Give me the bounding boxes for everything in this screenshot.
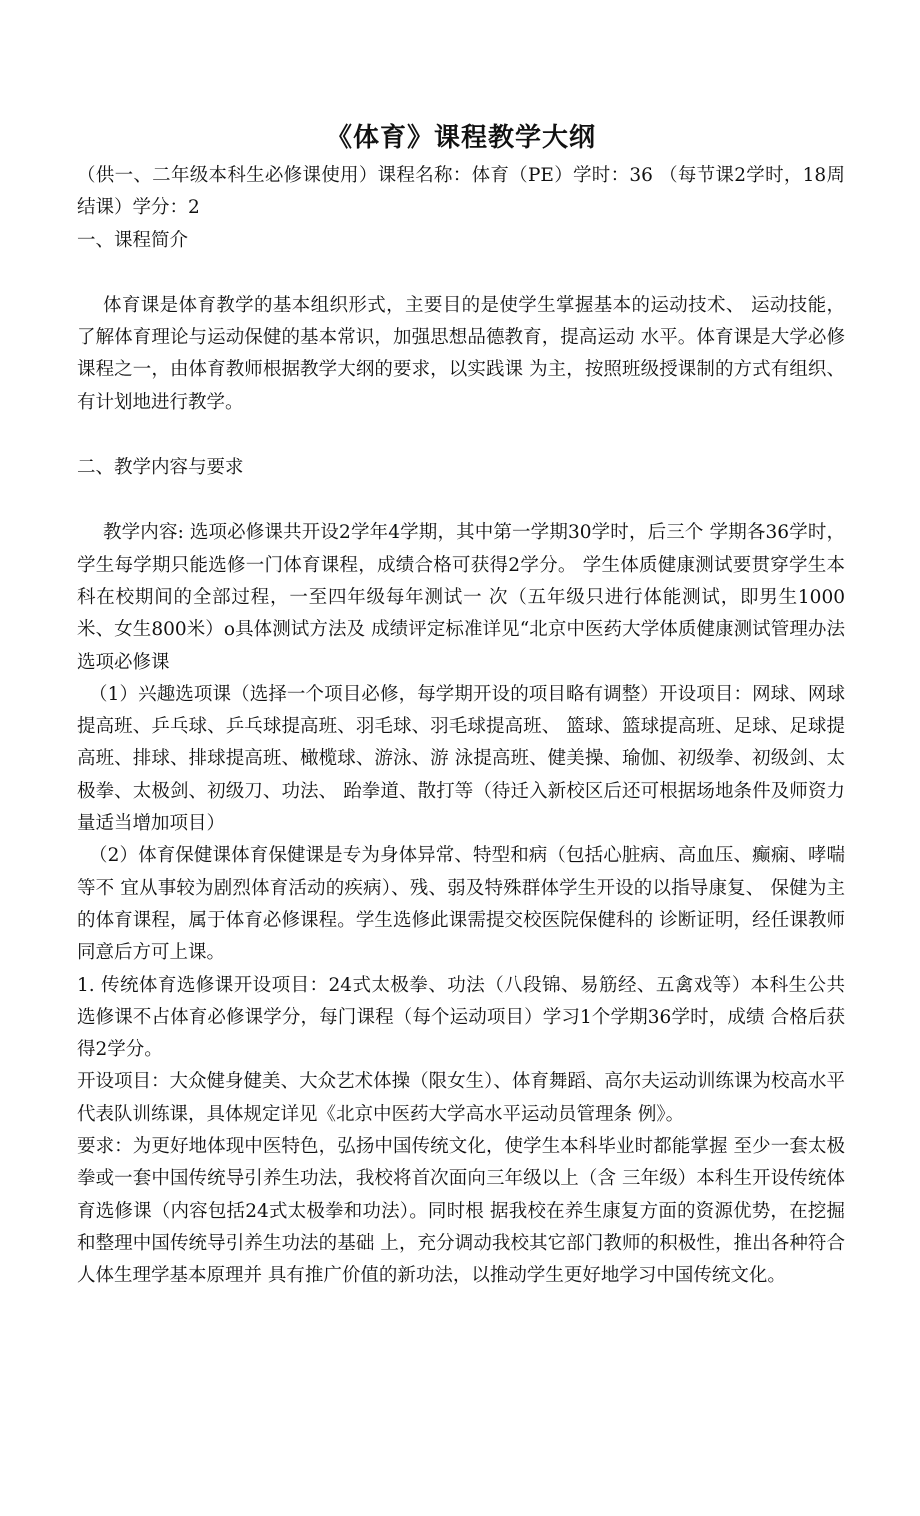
health-course-paragraph: （2）体育保健课体育保健课是专为身体异常、特型和病（包括心脏病、高血压、癫痫、哮喘等不 宜从事较为剧烈体育活动的疾病）、残、弱及特殊群体学生开设的以指导康复、 保健为主的体育课程，属于体育必修课程。学生选修此课需提交校医院保健科的 诊断证明，经任课教师同意后方可上课。: [77, 845, 845, 964]
intro-paragraph: 体育课是体育教学的基本组织形式，主要目的是使学生掌握基本的运动技术、 运动技能，了解体育理论与运动保健的基本常识，加强思想品德教育，提高运动 水平。体育课是大学必修课程之一，由体育教师根据教学大纲的要求，以实践课 为主，按照班级授课制的方式有组织、有计划地进行教学。: [77, 294, 845, 413]
offered-items-paragraph: 开设项目：大众健身健美、大众艺术体操（限女生）、体育舞蹈、高尔夫运动训练课为校高水平代表队训练课，具体规定详见《北京中医药大学高水平运动员管理条 例》。: [77, 1071, 845, 1125]
course-meta: （供一、二年级本科生必修课使用）课程名称：体育（PE）学时：36 （每节课2学时，18周结课）学分：2: [77, 165, 845, 219]
traditional-course-paragraph: 1. 传统体育选修课开设项目：24式太极拳、功法（八段锦、易筋经、五禽戏等）本科生公共选修课不占体育必修课学分，每门课程（每个运动项目）学习1个学期36学时，成绩 合格后获得2学分。: [77, 974, 845, 1061]
spacer: [77, 484, 845, 517]
content-paragraph: 教学内容: 选项必修课共开设2学年4学期，其中第一学期30学时，后三个 学期各36学时，学生每学期只能选修一门体育课程，成绩合格可获得2学分。 学生体质健康测试要贯穿学生本科在校期间的全部过程，一至四年级每年测试一 次（五年级只进行体能测试，即男生1000米、女生800米）o具体测试方法及 成绩评定标准详见“北京中医药大学体质健康测试管理办法选项必修课: [77, 522, 845, 673]
spacer: [77, 419, 845, 452]
section-heading-intro: 一、课程简介: [77, 229, 189, 251]
requirements-paragraph: 要求：为更好地体现中医特色，弘扬中国传统文化，使学生本科毕业时都能掌握 至少一套太极拳或一套中国传统导引养生功法，我校将首次面向三年级以上（含 三年级）本科生开设传统体育选修课（内容包括24式太极拳和功法）。同时根 据我校在养生康复方面的资源优势，在挖掘和整理中国传统导引养生功法的基础 上，充分调动我校其它部门教师的积极性，推出各种符合人体生理学基本原理并 具有推广价值的新功法，以推动学生更好地学习中国传统文化。: [77, 1136, 845, 1287]
spacer: [77, 257, 845, 290]
section-heading-content: 二、教学内容与要求: [77, 457, 244, 479]
document-page: [77, 118, 845, 1293]
document-title: 《体育》课程教学大纲: [325, 123, 596, 153]
interest-course-paragraph: （1）兴趣选项课（选择一个项目必修，每学期开设的项目略有调整）开设项目：网球、网球提高班、乒乓球、乒乓球提高班、羽毛球、羽毛球提高班、 篮球、篮球提高班、足球、足球提高班、排球、排球提高班、橄榄球、游泳、游 泳提高班、健美操、瑜伽、初级拳、初级剑、太极拳、太极剑、初级刀、功法、 跆拳道、散打等（待迁入新校区后还可根据场地条件及师资力量适当增加项目）: [77, 683, 845, 835]
